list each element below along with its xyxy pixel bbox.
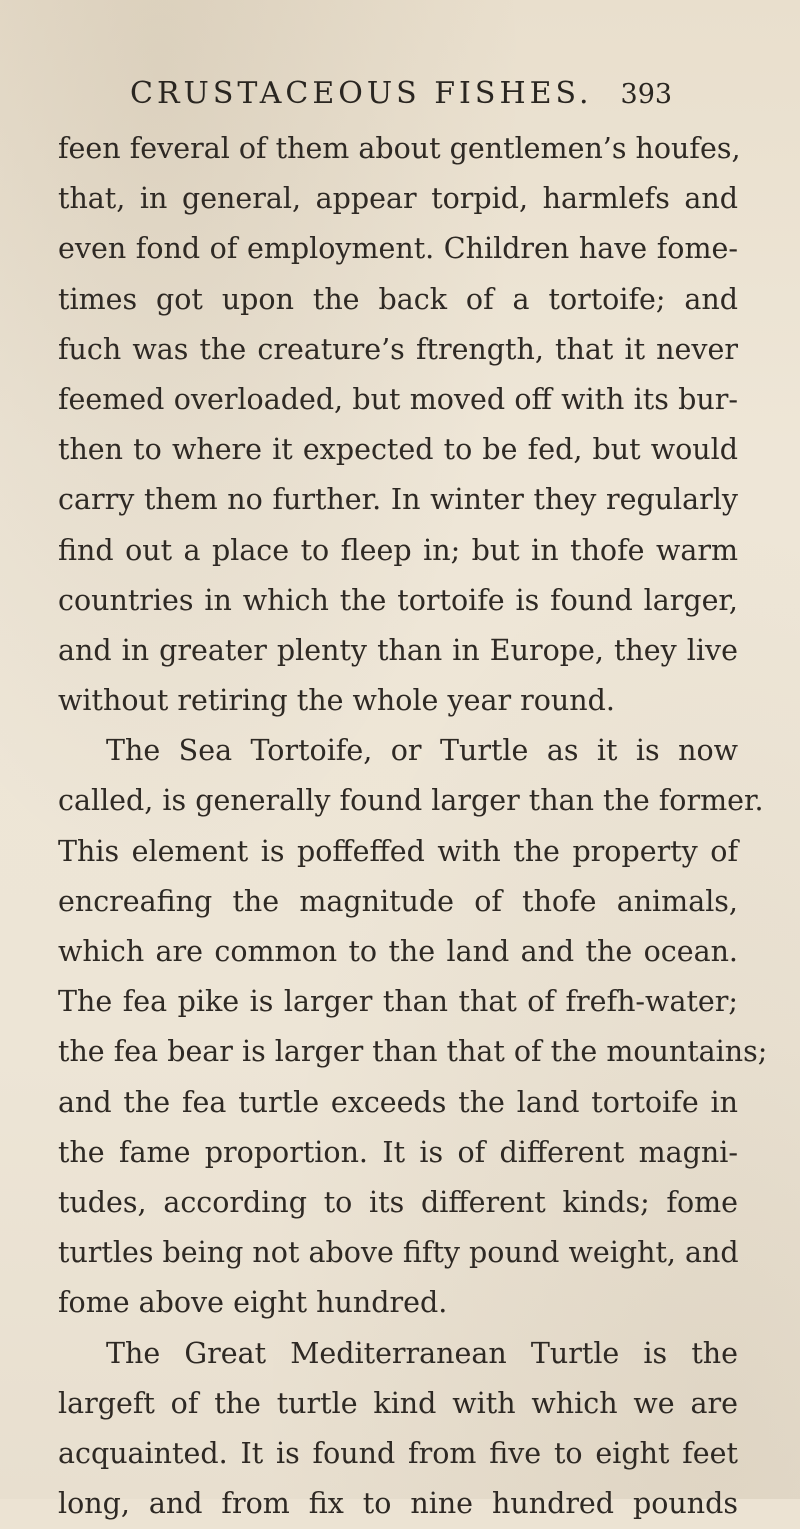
text-line: which are common to the land and the ocean. xyxy=(58,935,738,968)
text-line: largeft of the turtle kind with which we are xyxy=(58,1386,738,1420)
text-line: tudes, according to its different kinds; fome xyxy=(58,1185,738,1219)
text-line: without retiring the whole year round. xyxy=(58,684,615,718)
text-line: encreafing the magnitude of thofe animals, xyxy=(58,884,738,918)
text-line: feemed overloaded, but moved off with its bur- xyxy=(58,382,738,416)
text-line: long, and from fix to nine hundred pounds xyxy=(58,1487,738,1521)
text-line: fome above eight hundred. xyxy=(58,1286,448,1320)
text-line: countries in which the tortoife is found larger, xyxy=(58,583,738,617)
text-line: The Great Mediterranean Turtle is the xyxy=(106,1336,738,1370)
text-line: even fond of employment. Children have fome- xyxy=(58,232,738,266)
text-line: the fame proportion. It is of different magni- xyxy=(58,1135,738,1169)
text-line: acquainted. It is found from five to eight feet xyxy=(58,1436,738,1470)
text-line: times got upon the back of a tortoife; and xyxy=(58,282,738,316)
page-header xyxy=(130,76,780,124)
text-line: called, is generally found larger than the former. xyxy=(58,784,764,818)
running-head: CRUSTACEOUS FISHES. xyxy=(130,76,593,111)
text-line: feen feveral of them about gentlemen’s houfes, xyxy=(58,132,741,165)
page-number: 393 xyxy=(620,79,673,110)
body-text xyxy=(58,124,768,1529)
text-line: The Sea Tortoife, or Turtle as it is now xyxy=(106,734,738,768)
text-line: and the fea turtle exceeds the land tortoife in xyxy=(58,1085,738,1119)
text-line: fuch was the creature’s ftrength, that it never xyxy=(58,332,738,366)
text-line: find out a place to fleep in; but in thofe warm xyxy=(58,533,738,567)
text-line: that, in general, appear torpid, harmlefs and xyxy=(58,182,738,216)
text-line: carry them no further. In winter they regularly xyxy=(58,483,738,517)
text-line: turtles being not above fifty pound weight, and xyxy=(58,1236,739,1270)
text-line: then to where it expected to be fed, but would xyxy=(58,433,738,467)
text-line: and in greater plenty than in Europe, they live xyxy=(58,633,738,667)
text-line: the fea bear is larger than that of the mountains; xyxy=(58,1035,768,1069)
text-line: The fea pike is larger than that of frefh-water; xyxy=(58,985,738,1019)
text-line: This element is poffeffed with the property of xyxy=(58,834,738,868)
